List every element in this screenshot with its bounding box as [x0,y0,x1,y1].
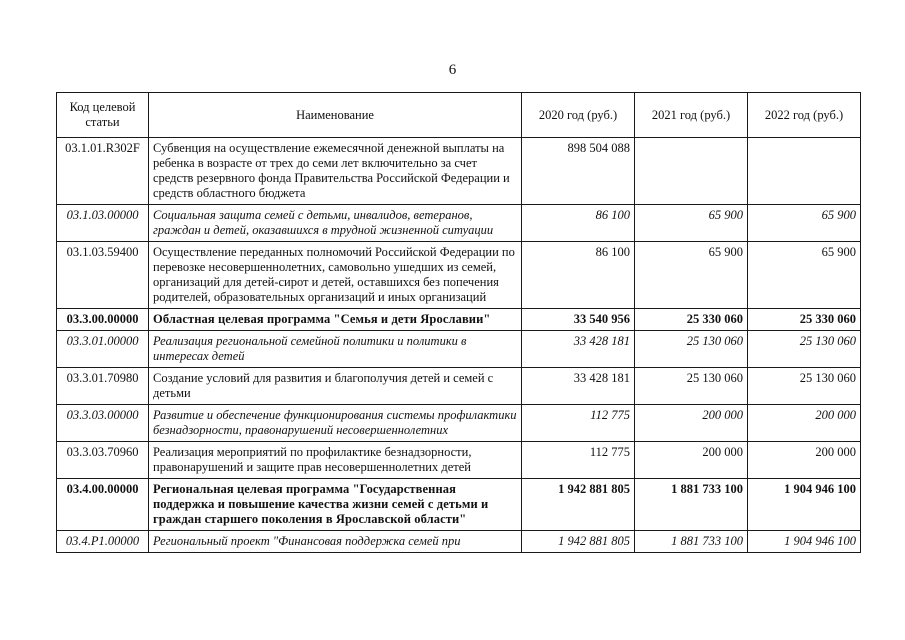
row-name: Региональный проект "Финансовая поддержка семей при [149,531,522,553]
row-value-2020: 898 504 088 [522,138,635,205]
row-value-2021: 200 000 [635,442,748,479]
row-value-2022: 65 900 [748,242,861,309]
row-value-2022: 200 000 [748,405,861,442]
row-code: 03.3.01.70980 [57,368,149,405]
row-value-2020: 1 942 881 805 [522,531,635,553]
table-row [57,442,861,479]
row-code: 03.3.00.00000 [57,309,149,331]
table-row [57,405,861,442]
row-name: Региональная целевая программа "Государственная поддержка и повышение качества жизни семей с детьми и граждан старшего поколения в Ярославской области" [149,479,522,531]
row-name: Областная целевая программа "Семья и дети Ярославии" [149,309,522,331]
row-value-2022 [748,138,861,205]
row-value-2021: 200 000 [635,405,748,442]
table-header-row [57,93,861,138]
row-value-2020: 33 428 181 [522,331,635,368]
row-value-2021: 65 900 [635,205,748,242]
row-value-2021: 25 130 060 [635,368,748,405]
header-2020: 2020 год (руб.) [522,93,635,138]
row-name: Социальная защита семей с детьми, инвалидов, ветеранов, граждан и детей, оказавшихся в трудной жизненной ситуации [149,205,522,242]
row-value-2020: 112 775 [522,405,635,442]
row-code: 03.1.03.00000 [57,205,149,242]
table-row [57,479,861,531]
row-name: Реализация региональной семейной политики и политики в интересах детей [149,331,522,368]
row-value-2022: 25 330 060 [748,309,861,331]
header-2022: 2022 год (руб.) [748,93,861,138]
row-value-2021: 1 881 733 100 [635,479,748,531]
row-value-2021: 25 130 060 [635,331,748,368]
row-name: Реализация мероприятий по профилактике безнадзорности, правонарушений и защите прав несовершеннолетних детей [149,442,522,479]
row-code: 03.3.03.00000 [57,405,149,442]
table-row [57,205,861,242]
row-value-2022: 65 900 [748,205,861,242]
row-value-2020: 112 775 [522,442,635,479]
row-value-2022: 25 130 060 [748,368,861,405]
row-code: 03.3.03.70960 [57,442,149,479]
row-value-2021: 65 900 [635,242,748,309]
header-code: Код целевой статьи [57,93,149,138]
row-code: 03.4.00.00000 [57,479,149,531]
table-row [57,242,861,309]
table-row [57,368,861,405]
row-name: Создание условий для развития и благополучия детей и семей с детьми [149,368,522,405]
row-value-2020: 1 942 881 805 [522,479,635,531]
row-code: 03.4.P1.00000 [57,531,149,553]
table-row [57,531,861,553]
row-name: Субвенция на осуществление ежемесячной денежной выплаты на ребенка в возрасте от трех до семи лет включительно за счет средств резервного фонда Правительства Российской Федерации и средств областного бюджета [149,138,522,205]
row-value-2020: 86 100 [522,242,635,309]
row-name: Осуществление переданных полномочий Российской Федерации по перевозке несовершеннолетних, самовольно ушедших из семей, организаций для детей-сирот и детей, оставшихся без попечения родителей, образовательных организаций и иных организаций [149,242,522,309]
row-value-2020: 33 428 181 [522,368,635,405]
page-number: 6 [448,62,457,78]
row-code: 03.1.01.R302F [57,138,149,205]
row-value-2021 [635,138,748,205]
header-2021: 2021 год (руб.) [635,93,748,138]
row-code: 03.3.01.00000 [57,331,149,368]
row-code: 03.1.03.59400 [57,242,149,309]
row-value-2021: 25 330 060 [635,309,748,331]
table-row [57,138,861,205]
row-value-2022: 25 130 060 [748,331,861,368]
table-row [57,331,861,368]
header-name: Наименование [149,93,522,138]
budget-table [56,92,861,553]
row-value-2022: 1 904 946 100 [748,531,861,553]
row-value-2022: 200 000 [748,442,861,479]
row-value-2020: 86 100 [522,205,635,242]
row-value-2021: 1 881 733 100 [635,531,748,553]
row-name: Развитие и обеспечение функционирования системы профилактики безнадзорности, правонарушений несовершеннолетних [149,405,522,442]
row-value-2022: 1 904 946 100 [748,479,861,531]
row-value-2020: 33 540 956 [522,309,635,331]
table-row [57,309,861,331]
